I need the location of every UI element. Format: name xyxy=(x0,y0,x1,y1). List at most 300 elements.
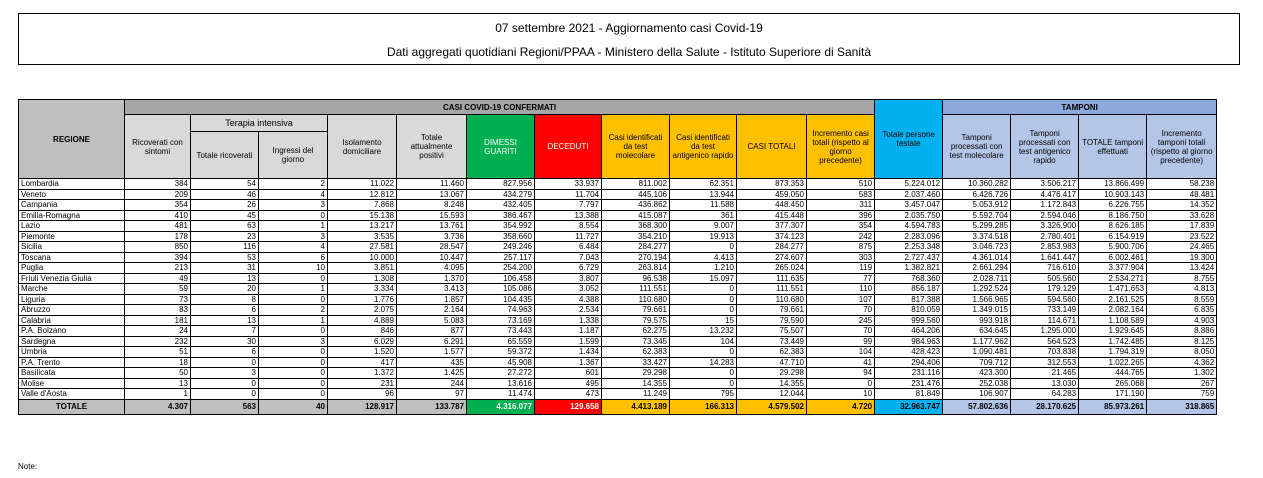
table-cell: 5.053.912 xyxy=(943,200,1011,211)
table-row xyxy=(19,326,1217,337)
table-cell: 3.736 xyxy=(397,231,467,242)
table-cell: 4 xyxy=(259,242,328,253)
table-cell: 28.547 xyxy=(397,242,467,253)
table-cell: 13.030 xyxy=(1011,378,1079,389)
table-cell: 1.929.645 xyxy=(1079,326,1147,337)
table-cell: 703.838 xyxy=(1011,347,1079,358)
table-cell: 434.279 xyxy=(467,189,535,200)
table-cell: 7.043 xyxy=(535,252,602,263)
table-cell: 15.138 xyxy=(328,210,397,221)
table-cell: 50 xyxy=(125,368,191,379)
table-cell: 2.780.401 xyxy=(1011,231,1079,242)
header-terapia-intensiva: Terapia intensiva xyxy=(191,115,328,132)
table-cell: 4.889 xyxy=(328,315,397,326)
header-tamponi-antigenico: Tamponi processati con test antigenico rapido xyxy=(1011,115,1079,179)
table-cell: 2 xyxy=(259,305,328,316)
table-cell: 3.374.518 xyxy=(943,231,1011,242)
total-cell: 32.963.747 xyxy=(875,399,943,414)
table-cell: 4.361.014 xyxy=(943,252,1011,263)
region-name: P.A. Bolzano xyxy=(19,326,125,337)
region-name: Basilicata xyxy=(19,368,125,379)
table-cell: 810.059 xyxy=(875,305,943,316)
table-cell: 846 xyxy=(328,326,397,337)
table-cell: 1.742.485 xyxy=(1079,336,1147,347)
region-name: Molise xyxy=(19,378,125,389)
table-cell: 171.190 xyxy=(1079,389,1147,400)
table-cell: 11.474 xyxy=(467,389,535,400)
table-cell: 213 xyxy=(125,263,191,274)
table-cell: 2.037.460 xyxy=(875,189,943,200)
total-cell: 4.579.502 xyxy=(737,399,807,414)
table-cell: 94 xyxy=(807,368,875,379)
table-cell: 81.849 xyxy=(875,389,943,400)
table-cell: 0 xyxy=(259,210,328,221)
total-cell: 166.313 xyxy=(670,399,737,414)
table-row xyxy=(19,273,1217,284)
table-cell: 7.868 xyxy=(328,200,397,211)
table-cell: 510 xyxy=(807,179,875,190)
table-cell: 709.712 xyxy=(943,357,1011,368)
table-cell: 116 xyxy=(191,242,259,253)
table-cell: 505.560 xyxy=(1011,273,1079,284)
table-cell: 415.087 xyxy=(602,210,670,221)
table-cell: 1 xyxy=(259,284,328,295)
table-cell: 13.388 xyxy=(535,210,602,221)
table-cell: 13.217 xyxy=(328,221,397,232)
total-cell: 4.307 xyxy=(125,399,191,414)
table-cell: 79.590 xyxy=(737,315,807,326)
table-cell: 6.002.461 xyxy=(1079,252,1147,263)
table-cell: 70 xyxy=(807,305,875,316)
table-cell: 8.125 xyxy=(1147,336,1217,347)
table-cell: 11.249 xyxy=(602,389,670,400)
header-totale-ricoverati: Totale ricoverati xyxy=(191,132,259,179)
total-row xyxy=(19,399,1217,414)
table-cell: 1.520 xyxy=(328,347,397,358)
table-cell: 97 xyxy=(397,389,467,400)
header-ingressi-giorno: Ingressi del giorno xyxy=(259,132,328,179)
table-cell: 0 xyxy=(259,389,328,400)
table-cell: 23 xyxy=(191,231,259,242)
table-cell: 64.283 xyxy=(1011,389,1079,400)
table-cell: 73.443 xyxy=(467,326,535,337)
table-cell: 2.028.711 xyxy=(943,273,1011,284)
table-cell: 0 xyxy=(259,357,328,368)
table-row xyxy=(19,305,1217,316)
table-cell: 3 xyxy=(191,368,259,379)
table-cell: 759 xyxy=(1147,389,1217,400)
table-cell: 6.226.755 xyxy=(1079,200,1147,211)
table-cell: 303 xyxy=(807,252,875,263)
table-cell: 377.307 xyxy=(737,221,807,232)
region-name: Puglia xyxy=(19,263,125,274)
table-cell: 1.794.319 xyxy=(1079,347,1147,358)
header-dimessi-guariti: DIMESSI GUARITI xyxy=(467,115,535,179)
table-cell: 19.913 xyxy=(670,231,737,242)
table-cell: 284.277 xyxy=(737,242,807,253)
table-cell: 7 xyxy=(191,326,259,337)
table-cell: 58.238 xyxy=(1147,179,1217,190)
table-cell: 13.761 xyxy=(397,221,467,232)
table-cell: 733.149 xyxy=(1011,305,1079,316)
table-row xyxy=(19,263,1217,274)
table-cell: 410 xyxy=(125,210,191,221)
table-cell: 9.007 xyxy=(670,221,737,232)
table-cell: 1.434 xyxy=(535,347,602,358)
table-cell: 83 xyxy=(125,305,191,316)
table-cell: 3.334 xyxy=(328,284,397,295)
table-cell: 14.283 xyxy=(670,357,737,368)
header-attualmente-positivi: Totale attualmente positivi xyxy=(397,115,467,179)
table-cell: 10 xyxy=(807,389,875,400)
header-persone-testate: Totale persone testate xyxy=(875,100,943,179)
table-cell: 877 xyxy=(397,326,467,337)
table-cell: 3.052 xyxy=(535,284,602,295)
report-date-title: 07 settembre 2021 - Aggiornamento casi Covid-19 xyxy=(495,21,763,35)
table-cell: 0 xyxy=(670,242,737,253)
table-row xyxy=(19,378,1217,389)
table-cell: 284.277 xyxy=(602,242,670,253)
table-cell: 2.082.164 xyxy=(1079,305,1147,316)
table-cell: 27.272 xyxy=(467,368,535,379)
table-cell: 0 xyxy=(259,347,328,358)
table-cell: 448.450 xyxy=(737,200,807,211)
table-cell: 231.476 xyxy=(875,378,943,389)
table-cell: 11.460 xyxy=(397,179,467,190)
table-cell: 583 xyxy=(807,189,875,200)
total-cell: 318.865 xyxy=(1147,399,1217,414)
table-cell: 270.194 xyxy=(602,252,670,263)
table-cell: 59 xyxy=(125,284,191,295)
table-row xyxy=(19,294,1217,305)
table-cell: 2.283.096 xyxy=(875,231,943,242)
table-cell: 0 xyxy=(191,378,259,389)
table-cell: 104 xyxy=(807,347,875,358)
total-cell: 4.720 xyxy=(807,399,875,414)
footnote: Note: xyxy=(18,462,38,471)
table-cell: 432.405 xyxy=(467,200,535,211)
table-cell: 65.559 xyxy=(467,336,535,347)
table-cell: 13.067 xyxy=(397,189,467,200)
table-cell: 850 xyxy=(125,242,191,253)
table-cell: 30 xyxy=(191,336,259,347)
table-cell: 1.187 xyxy=(535,326,602,337)
region-name: Calabria xyxy=(19,315,125,326)
table-cell: 11.588 xyxy=(670,200,737,211)
table-cell: 48.481 xyxy=(1147,189,1217,200)
table-cell: 75.507 xyxy=(737,326,807,337)
table-cell: 8.186.750 xyxy=(1079,210,1147,221)
table-cell: 8.626.185 xyxy=(1079,221,1147,232)
table-cell: 2.161.525 xyxy=(1079,294,1147,305)
table-cell: 294.406 xyxy=(875,357,943,368)
table-cell: 384 xyxy=(125,179,191,190)
table-cell: 13 xyxy=(191,315,259,326)
table-row xyxy=(19,179,1217,190)
table-cell: 13.944 xyxy=(670,189,737,200)
table-cell: 6 xyxy=(191,305,259,316)
table-cell: 0 xyxy=(670,294,737,305)
region-name: P.A. Trento xyxy=(19,357,125,368)
header-incremento-casi: Incremento casi totali (rispetto al giorno precedente) xyxy=(807,115,875,179)
table-cell: 62.351 xyxy=(670,179,737,190)
table-cell: 29.298 xyxy=(602,368,670,379)
table-cell: 13.424 xyxy=(1147,263,1217,274)
table-cell: 1.210 xyxy=(670,263,737,274)
table-cell: 495 xyxy=(535,378,602,389)
table-cell: 59.372 xyxy=(467,347,535,358)
table-cell: 2.534.271 xyxy=(1079,273,1147,284)
table-cell: 1.292.524 xyxy=(943,284,1011,295)
table-cell: 6.835 xyxy=(1147,305,1217,316)
table-row xyxy=(19,200,1217,211)
region-name: Veneto xyxy=(19,189,125,200)
table-cell: 47.710 xyxy=(737,357,807,368)
table-cell: 11.727 xyxy=(535,231,602,242)
table-cell: 0 xyxy=(259,368,328,379)
total-cell: 129.658 xyxy=(535,399,602,414)
table-cell: 1.471.653 xyxy=(1079,284,1147,295)
table-cell: 73.345 xyxy=(602,336,670,347)
table-cell: 73.169 xyxy=(467,315,535,326)
table-cell: 1.577 xyxy=(397,347,467,358)
table-cell: 73.449 xyxy=(737,336,807,347)
table-cell: 13 xyxy=(191,273,259,284)
table-cell: 1.372 xyxy=(328,368,397,379)
table-cell: 110.680 xyxy=(737,294,807,305)
table-cell: 209 xyxy=(125,189,191,200)
table-cell: 11.022 xyxy=(328,179,397,190)
table-cell: 10 xyxy=(259,263,328,274)
table-cell: 1.599 xyxy=(535,336,602,347)
table-cell: 6 xyxy=(191,347,259,358)
table-cell: 817.388 xyxy=(875,294,943,305)
table-cell: 5.592.704 xyxy=(943,210,1011,221)
table-cell: 634.645 xyxy=(943,326,1011,337)
total-cell: 133.787 xyxy=(397,399,467,414)
table-cell: 368.300 xyxy=(602,221,670,232)
table-cell: 1.566.965 xyxy=(943,294,1011,305)
table-cell: 984.963 xyxy=(875,336,943,347)
table-cell: 106.907 xyxy=(943,389,1011,400)
table-cell: 6.426.726 xyxy=(943,189,1011,200)
table-cell: 0 xyxy=(259,273,328,284)
table-row xyxy=(19,284,1217,295)
table-cell: 0 xyxy=(259,326,328,337)
table-cell: 4 xyxy=(259,189,328,200)
total-cell: 128.917 xyxy=(328,399,397,414)
table-cell: 0 xyxy=(807,378,875,389)
table-cell: 3.535 xyxy=(328,231,397,242)
region-name: Lazio xyxy=(19,221,125,232)
table-cell: 14.355 xyxy=(737,378,807,389)
table-cell: 119 xyxy=(807,263,875,274)
table-cell: 111.551 xyxy=(602,284,670,295)
table-cell: 1.295.000 xyxy=(1011,326,1079,337)
table-cell: 245 xyxy=(807,315,875,326)
table-cell: 6.154.919 xyxy=(1079,231,1147,242)
region-name: Umbria xyxy=(19,347,125,358)
table-cell: 33.427 xyxy=(602,357,670,368)
table-cell: 267 xyxy=(1147,378,1217,389)
table-cell: 104.435 xyxy=(467,294,535,305)
region-name: Toscana xyxy=(19,252,125,263)
table-cell: 33.937 xyxy=(535,179,602,190)
region-name: Sardegna xyxy=(19,336,125,347)
table-cell: 354 xyxy=(125,200,191,211)
table-cell: 79.661 xyxy=(602,305,670,316)
table-row xyxy=(19,231,1217,242)
table-cell: 0 xyxy=(670,305,737,316)
header-casi-totali: CASI TOTALI xyxy=(737,115,807,179)
table-cell: 795 xyxy=(670,389,737,400)
table-cell: 232 xyxy=(125,336,191,347)
table-cell: 14.355 xyxy=(602,378,670,389)
table-cell: 999.560 xyxy=(875,315,943,326)
table-cell: 6.029 xyxy=(328,336,397,347)
table-cell: 70 xyxy=(807,326,875,337)
table-cell: 114.671 xyxy=(1011,315,1079,326)
report-title-box xyxy=(18,13,1240,65)
table-cell: 415.448 xyxy=(737,210,807,221)
table-cell: 29.298 xyxy=(737,368,807,379)
table-cell: 2.534 xyxy=(535,305,602,316)
header-totale-tamponi: TOTALE tamponi effettuati xyxy=(1079,115,1147,179)
table-cell: 1.177.962 xyxy=(943,336,1011,347)
table-cell: 716.610 xyxy=(1011,263,1079,274)
table-cell: 4.413 xyxy=(670,252,737,263)
table-cell: 99 xyxy=(807,336,875,347)
table-cell: 354.992 xyxy=(467,221,535,232)
table-cell: 231.116 xyxy=(875,368,943,379)
table-cell: 21.465 xyxy=(1011,368,1079,379)
region-name: Lombardia xyxy=(19,179,125,190)
total-cell: 4.316.077 xyxy=(467,399,535,414)
table-cell: 62.383 xyxy=(602,347,670,358)
table-cell: 2.594.046 xyxy=(1011,210,1079,221)
header-incremento-tamponi: Incremento tamponi totali (rispetto al giorno precedente) xyxy=(1147,115,1217,179)
table-cell: 856.187 xyxy=(875,284,943,295)
table-cell: 79.661 xyxy=(737,305,807,316)
table-cell: 1.425 xyxy=(397,368,467,379)
region-name: Campania xyxy=(19,200,125,211)
table-cell: 3.807 xyxy=(535,273,602,284)
header-casi-confermati: CASI COVID-19 CONFERMATI xyxy=(125,100,875,115)
table-cell: 0 xyxy=(259,378,328,389)
table-cell: 46 xyxy=(191,189,259,200)
table-cell: 15 xyxy=(670,315,737,326)
table-cell: 1.308 xyxy=(328,273,397,284)
table-row xyxy=(19,242,1217,253)
table-cell: 8.554 xyxy=(535,221,602,232)
table-cell: 4.476.417 xyxy=(1011,189,1079,200)
table-cell: 77 xyxy=(807,273,875,284)
table-cell: 26 xyxy=(191,200,259,211)
total-cell: 4.413.189 xyxy=(602,399,670,414)
table-cell: 435 xyxy=(397,357,467,368)
table-cell: 110 xyxy=(807,284,875,295)
table-row xyxy=(19,347,1217,358)
table-row xyxy=(19,315,1217,326)
table-cell: 45.908 xyxy=(467,357,535,368)
table-cell: 263.814 xyxy=(602,263,670,274)
table-cell: 3.046.723 xyxy=(943,242,1011,253)
table-cell: 394 xyxy=(125,252,191,263)
table-cell: 354.210 xyxy=(602,231,670,242)
table-cell: 1.382.821 xyxy=(875,263,943,274)
table-row xyxy=(19,210,1217,221)
table-cell: 11.704 xyxy=(535,189,602,200)
table-cell: 14.352 xyxy=(1147,200,1217,211)
table-cell: 49 xyxy=(125,273,191,284)
table-cell: 1.302 xyxy=(1147,368,1217,379)
total-label: TOTALE xyxy=(19,399,125,414)
table-cell: 53 xyxy=(191,252,259,263)
table-cell: 1.022.265 xyxy=(1079,357,1147,368)
table-cell: 374.123 xyxy=(737,231,807,242)
table-cell: 4.813 xyxy=(1147,284,1217,295)
table-cell: 3.457.047 xyxy=(875,200,943,211)
table-cell: 5.900.706 xyxy=(1079,242,1147,253)
table-cell: 0 xyxy=(259,294,328,305)
table-cell: 54 xyxy=(191,179,259,190)
table-cell: 8.559 xyxy=(1147,294,1217,305)
table-cell: 8.886 xyxy=(1147,326,1217,337)
table-cell: 417 xyxy=(328,357,397,368)
table-cell: 104 xyxy=(670,336,737,347)
table-cell: 4.362 xyxy=(1147,357,1217,368)
table-cell: 601 xyxy=(535,368,602,379)
table-cell: 4.095 xyxy=(397,263,467,274)
table-cell: 265.068 xyxy=(1079,378,1147,389)
table-cell: 13 xyxy=(125,378,191,389)
table-cell: 107 xyxy=(807,294,875,305)
table-cell: 0 xyxy=(670,347,737,358)
header-regione: REGIONE xyxy=(19,100,125,179)
table-cell: 74.963 xyxy=(467,305,535,316)
table-cell: 4.903 xyxy=(1147,315,1217,326)
table-cell: 181 xyxy=(125,315,191,326)
table-cell: 594.560 xyxy=(1011,294,1079,305)
table-cell: 27.581 xyxy=(328,242,397,253)
table-cell: 3.506.217 xyxy=(1011,179,1079,190)
table-cell: 1.172.843 xyxy=(1011,200,1079,211)
table-cell: 3 xyxy=(259,231,328,242)
table-cell: 8.050 xyxy=(1147,347,1217,358)
table-cell: 257.117 xyxy=(467,252,535,263)
region-name: Marche xyxy=(19,284,125,295)
table-cell: 423.300 xyxy=(943,368,1011,379)
table-cell: 0 xyxy=(191,357,259,368)
table-cell: 242 xyxy=(807,231,875,242)
table-cell: 386.467 xyxy=(467,210,535,221)
table-cell: 1.090.481 xyxy=(943,347,1011,358)
header-tamponi-molecolare: Tamponi processati con test molecolare xyxy=(943,115,1011,179)
region-name: Liguria xyxy=(19,294,125,305)
table-cell: 13.616 xyxy=(467,378,535,389)
table-cell: 8.248 xyxy=(397,200,467,211)
table-cell: 3.326.900 xyxy=(1011,221,1079,232)
table-cell: 10.360.282 xyxy=(943,179,1011,190)
table-cell: 252.038 xyxy=(943,378,1011,389)
table-cell: 15.097 xyxy=(670,273,737,284)
table-cell: 2 xyxy=(259,179,328,190)
table-cell: 768.360 xyxy=(875,273,943,284)
total-cell: 563 xyxy=(191,399,259,414)
table-cell: 0 xyxy=(670,284,737,295)
table-cell: 2.727.437 xyxy=(875,252,943,263)
table-cell: 19.300 xyxy=(1147,252,1217,263)
